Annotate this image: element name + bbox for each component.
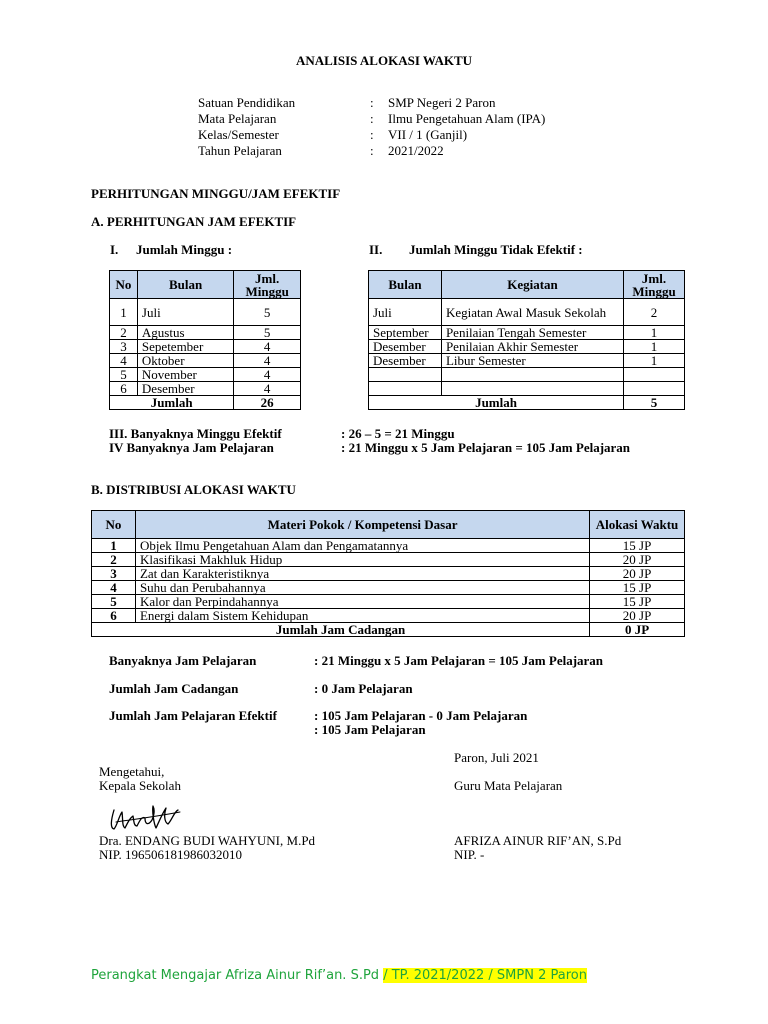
- cell-minggu: 1: [624, 354, 685, 368]
- cell-alokasi: 20 JP: [590, 609, 685, 623]
- summary-cadangan-label: Jumlah Jam Cadangan: [109, 681, 239, 696]
- left-signer-title: Kepala Sekolah: [99, 778, 181, 793]
- table-row: [110, 368, 301, 382]
- cell-bulan: Agustus: [137, 326, 233, 340]
- table-total-row: [369, 396, 685, 410]
- total-value: 26: [234, 396, 301, 410]
- cell-alokasi: 15 JP: [590, 595, 685, 609]
- cell-bulan: September: [369, 326, 442, 340]
- cell-bulan: Sepetember: [137, 340, 233, 354]
- signature-image: [108, 798, 188, 836]
- cell-kegiatan: Kegiatan Awal Masuk Sekolah: [441, 299, 623, 326]
- header-kegiatan: Kegiatan: [441, 271, 623, 299]
- cell-alokasi: 15 JP: [590, 581, 685, 595]
- cell-no: 3: [92, 567, 136, 581]
- cell-bulan: Juli: [137, 299, 233, 326]
- table-total-row: [110, 396, 301, 410]
- cell-alokasi: 20 JP: [590, 553, 685, 567]
- cell-no: 2: [110, 326, 138, 340]
- table-row: [110, 340, 301, 354]
- table-row: [110, 299, 301, 326]
- left-signer-name: Dra. ENDANG BUDI WAHYUNI, M.Pd: [99, 833, 316, 848]
- footer-text: Perangkat Mengajar Afriza Ainur Rif’an. S.Pd: [91, 968, 384, 983]
- info-value: VII / 1 (Ganjil): [388, 127, 468, 142]
- summary-cadangan-value: : 0 Jam Pelajaran: [314, 681, 413, 696]
- table-row: [369, 340, 685, 354]
- cell-no: 6: [110, 382, 138, 396]
- cell-bulan: Desember: [137, 382, 233, 396]
- cell-bulan: [369, 368, 442, 382]
- sub-heading-i: Jumlah Minggu :: [136, 242, 233, 257]
- cell-materi: Objek Ilmu Pengetahuan Alam dan Pengamatannya: [135, 539, 589, 553]
- summary-efektif-label: Jumlah Jam Pelajaran Efektif: [109, 708, 277, 723]
- right-signer-nip: NIP. -: [454, 847, 485, 862]
- table-row: [92, 609, 685, 623]
- section-heading-b: B. DISTRIBUSI ALOKASI WAKTU: [91, 482, 296, 497]
- table-total-row: [92, 623, 685, 637]
- cell-alokasi: 20 JP: [590, 567, 685, 581]
- cell-minggu: 2: [624, 299, 685, 326]
- cell-bulan: Oktober: [137, 354, 233, 368]
- cell-minggu: 1: [624, 340, 685, 354]
- info-colon: :: [370, 127, 374, 142]
- effective-weeks-label: III. Banyaknya Minggu Efektif: [109, 426, 282, 441]
- sub-heading-ii-num: II.: [369, 242, 383, 257]
- summary-jam-pelajaran-label: Banyaknya Jam Pelajaran: [109, 653, 257, 668]
- cell-bulan: [369, 382, 442, 396]
- place-date: Paron, Juli 2021: [454, 750, 539, 765]
- header-jml-minggu: Jml. Minggu: [624, 271, 685, 299]
- left-signer-nip: NIP. 196506181986032010: [99, 847, 243, 862]
- cell-minggu: 5: [234, 326, 301, 340]
- total-value: 0 JP: [590, 623, 685, 637]
- header-no: No: [110, 271, 138, 299]
- cell-materi: Kalor dan Perpindahannya: [135, 595, 589, 609]
- total-value: 5: [624, 396, 685, 410]
- lesson-hours-label: IV Banyaknya Jam Pelajaran: [109, 440, 274, 455]
- table-row: [369, 299, 685, 326]
- cell-bulan: Juli: [369, 299, 442, 326]
- footer-highlight: / TP. 2021/2022 / SMPN 2 Paron: [383, 968, 587, 983]
- cell-kegiatan: Libur Semester: [441, 354, 623, 368]
- cell-minggu: 4: [234, 340, 301, 354]
- cell-minggu: 1: [624, 326, 685, 340]
- cell-minggu: [624, 368, 685, 382]
- header-alokasi: Alokasi Waktu: [590, 511, 685, 539]
- cell-no: 1: [92, 539, 136, 553]
- cell-materi: Zat dan Karakteristiknya: [135, 567, 589, 581]
- sub-heading-i-num: I.: [110, 242, 119, 257]
- right-signer-name: AFRIZA AINUR RIF’AN, S.Pd: [454, 833, 622, 848]
- cell-kegiatan: Penilaian Tengah Semester: [441, 326, 623, 340]
- document-title: ANALISIS ALOKASI WAKTU: [295, 53, 473, 68]
- cell-bulan: Desember: [369, 340, 442, 354]
- info-value: 2021/2022: [388, 143, 444, 158]
- footer-note: [91, 968, 587, 983]
- cell-materi: Klasifikasi Makhluk Hidup: [135, 553, 589, 567]
- cell-bulan: November: [137, 368, 233, 382]
- cell-no: 4: [92, 581, 136, 595]
- table-row: [92, 553, 685, 567]
- info-colon: :: [370, 143, 374, 158]
- table-row: [92, 595, 685, 609]
- table-row-empty: [369, 368, 685, 382]
- header-jml-minggu: Jml. Minggu: [234, 271, 301, 299]
- cell-kegiatan: [441, 368, 623, 382]
- effective-weeks-value: : 26 – 5 = 21 Minggu: [341, 426, 455, 441]
- table-distribusi-alokasi: [91, 510, 685, 637]
- info-colon: :: [370, 111, 374, 126]
- cell-minggu: 4: [234, 382, 301, 396]
- table-header-row: [369, 271, 685, 299]
- cell-no: 6: [92, 609, 136, 623]
- table-row: [92, 581, 685, 595]
- info-label: Mata Pelajaran: [198, 111, 277, 126]
- header-no: No: [92, 511, 136, 539]
- cell-no: 1: [110, 299, 138, 326]
- cell-minggu: 4: [234, 368, 301, 382]
- cell-no: 5: [92, 595, 136, 609]
- table-row: [110, 382, 301, 396]
- cell-kegiatan: Penilaian Akhir Semester: [441, 340, 623, 354]
- table-row: [369, 354, 685, 368]
- table-row: [110, 326, 301, 340]
- total-label: Jumlah: [369, 396, 624, 410]
- summary-efektif-value-2: : 105 Jam Pelajaran: [314, 722, 426, 737]
- table-minggu-tidak-efektif: [368, 270, 685, 410]
- table-row: [110, 354, 301, 368]
- section-heading-a: A. PERHITUNGAN JAM EFEKTIF: [91, 214, 297, 229]
- table-row: [369, 326, 685, 340]
- info-label: Tahun Pelajaran: [198, 143, 282, 158]
- section-heading-main: PERHITUNGAN MINGGU/JAM EFEKTIF: [91, 186, 341, 201]
- cell-materi: Energi dalam Sistem Kehidupan: [135, 609, 589, 623]
- table-row-empty: [369, 382, 685, 396]
- sub-heading-ii: Jumlah Minggu Tidak Efektif :: [409, 242, 583, 257]
- info-label: Kelas/Semester: [198, 127, 279, 142]
- cell-no: 3: [110, 340, 138, 354]
- header-bulan: Bulan: [137, 271, 233, 299]
- cell-minggu: [624, 382, 685, 396]
- header-bulan: Bulan: [369, 271, 442, 299]
- header-materi: Materi Pokok / Kompetensi Dasar: [135, 511, 589, 539]
- cell-no: 5: [110, 368, 138, 382]
- left-signer-line1: Mengetahui,: [99, 764, 165, 779]
- table-header-row: [92, 511, 685, 539]
- total-label: Jumlah: [110, 396, 234, 410]
- total-label: Jumlah Jam Cadangan: [92, 623, 590, 637]
- cell-bulan: Desember: [369, 354, 442, 368]
- cell-kegiatan: [441, 382, 623, 396]
- cell-no: 2: [92, 553, 136, 567]
- right-signer-title: Guru Mata Pelajaran: [454, 778, 563, 793]
- cell-alokasi: 15 JP: [590, 539, 685, 553]
- info-value: Ilmu Pengetahuan Alam (IPA): [388, 111, 546, 126]
- cell-minggu: 4: [234, 354, 301, 368]
- summary-efektif-value-1: : 105 Jam Pelajaran - 0 Jam Pelajaran: [314, 708, 528, 723]
- lesson-hours-value: : 21 Minggu x 5 Jam Pelajaran = 105 Jam Pelajaran: [341, 440, 631, 455]
- table-header-row: [110, 271, 301, 299]
- info-colon: :: [370, 95, 374, 110]
- table-row: [92, 539, 685, 553]
- table-row: [92, 567, 685, 581]
- table-jumlah-minggu: [109, 270, 301, 410]
- info-label: Satuan Pendidikan: [198, 95, 296, 110]
- info-value: SMP Negeri 2 Paron: [388, 95, 496, 110]
- cell-materi: Suhu dan Perubahannya: [135, 581, 589, 595]
- summary-jam-pelajaran-value: : 21 Minggu x 5 Jam Pelajaran = 105 Jam Pelajaran: [314, 653, 604, 668]
- cell-minggu: 5: [234, 299, 301, 326]
- cell-no: 4: [110, 354, 138, 368]
